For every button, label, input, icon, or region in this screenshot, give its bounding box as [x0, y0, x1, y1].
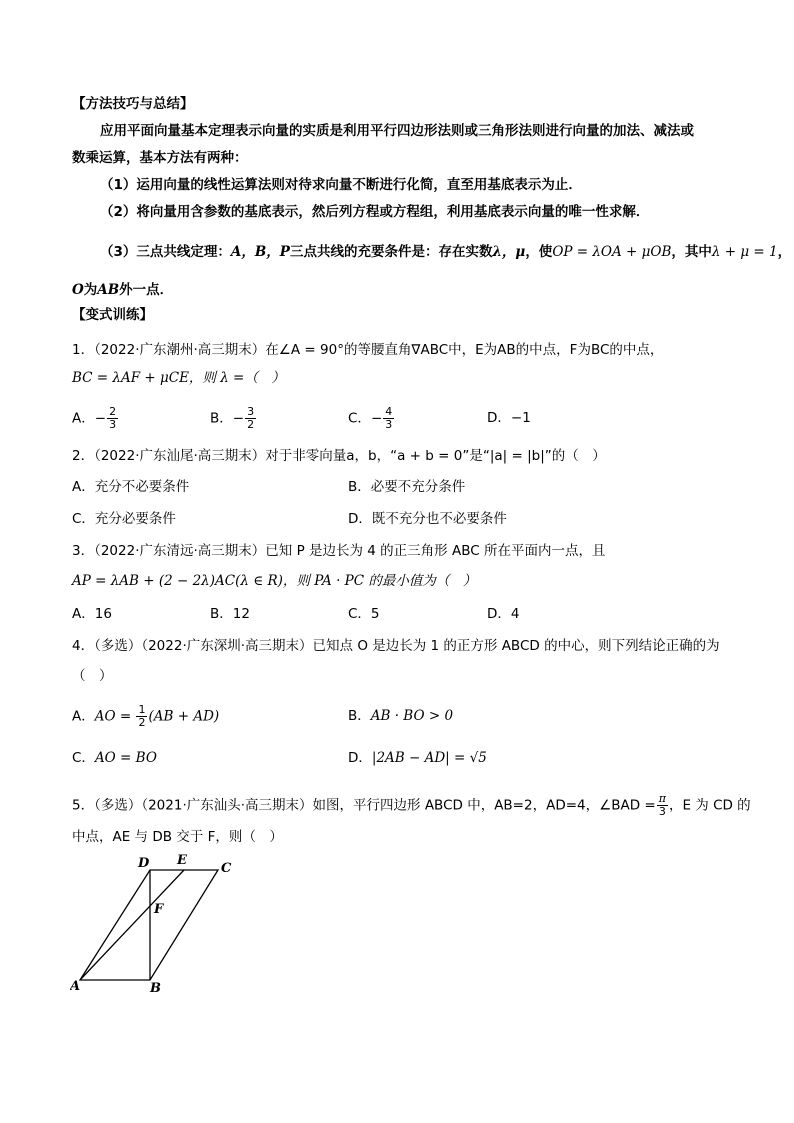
q2-option-b[interactable]: B．必要不充分条件 — [348, 479, 466, 495]
q1-a-num: 2 — [109, 405, 117, 418]
q5-stem-tail: ，E 为 CD 的 — [668, 797, 751, 814]
q4-stem: 4．（多选）（2022·广东深圳·高三期末）已知点 O 是边长为 1 的正方形 ABCD 的中心，则下列结论正确的为 — [72, 638, 720, 654]
q4-a-label: A． — [72, 708, 95, 725]
q4-a-eq: = — [115, 708, 136, 725]
outside-point: 外一点． — [119, 282, 174, 298]
q1-stem: 1．（2022·广东潮州·高三期末）在∠A = 90°的等腰直角∇ABC中，E为AB的中点，F为BC的中点， — [72, 342, 664, 358]
method-item-2: （2）将向量用含参数的基底表示，然后列方程或方程组，利用基底表示向量的唯一性求解． — [100, 204, 650, 220]
label-a: A — [70, 979, 81, 994]
q4-option-a[interactable] — [72, 704, 219, 729]
q1-b-label: B． — [210, 410, 233, 427]
method-item-3-line2 — [72, 280, 173, 300]
segment-ae — [80, 870, 184, 980]
q4-d-label: D． — [348, 750, 372, 766]
item3-prefix: （3）三点共线定理： — [100, 244, 231, 260]
label-e: E — [177, 853, 187, 868]
segment-ab: AB — [97, 282, 120, 298]
q4-c-expr: AO = BO — [94, 750, 157, 766]
q1-a-fraction — [107, 406, 118, 431]
q4-a-lhs: AO — [94, 708, 116, 725]
item3-use: ，使 — [525, 244, 553, 260]
q4-option-c[interactable] — [72, 748, 157, 768]
q5-stem2: 中点，AE 与 DB 交于 F，则（ ） — [72, 829, 283, 845]
q1-c-sign: − — [370, 410, 383, 427]
q1-b-sign: − — [232, 410, 245, 427]
q4-a-fraction — [136, 704, 147, 729]
q1-c-fraction — [383, 406, 394, 431]
method-intro-line2: 数乘运算，基本方法有两种： — [72, 150, 248, 166]
q2-option-c[interactable]: C．充分必要条件 — [72, 511, 176, 527]
q3-option-a[interactable]: A．16 — [72, 606, 112, 622]
label-d: D — [138, 856, 150, 871]
method-heading: 【方法技巧与总结】 — [72, 96, 194, 112]
item3-points: A，B，P — [230, 244, 290, 260]
q3-stem: 3．（2022·广东清远·高三期末）已知 P 是边长为 4 的正三角形 ABC 所在平面内一点，且 — [72, 543, 606, 559]
label-b: B — [150, 981, 161, 995]
item3-condition: λ + μ = 1 — [711, 244, 778, 260]
q1-stem2: BC = λAF + μCE，则 λ =（ ） — [72, 370, 285, 386]
q4-b-expr: AB · BO > 0 — [370, 708, 454, 724]
q5-stem — [72, 793, 751, 818]
q1-b-den: 2 — [247, 418, 255, 431]
q1-c-den: 3 — [385, 418, 393, 431]
q1-a-den: 3 — [109, 418, 117, 431]
q5-angle-den: 3 — [658, 805, 666, 818]
parallelogram-abcd — [80, 870, 218, 980]
q4-option-b[interactable] — [348, 706, 453, 726]
q3-stem2: AP = λAB + (2 − 2λ)AC(λ ∈ R)，则 PA · PC 的最小值为（ ） — [72, 573, 477, 589]
label-f: F — [154, 902, 164, 917]
item3-mid: 三点共线的充要条件是：存在实数 — [289, 244, 493, 260]
q4-a-rhs: (AB + AD) — [148, 708, 220, 725]
method-intro-line1: 应用平面向量基本定理表示向量的实质是利用平行四边形法则或三角形法则进行向量的加法、减法或 — [100, 123, 694, 139]
q5-angle-num: π — [658, 792, 666, 805]
q4-a-den: 2 — [138, 716, 146, 729]
method-item-3 — [100, 242, 791, 262]
q1-a-label: A． — [72, 410, 95, 427]
q1-option-b[interactable] — [210, 406, 257, 431]
q1-option-a[interactable] — [72, 406, 119, 431]
practice-heading: 【变式训练】 — [72, 307, 153, 323]
q2-stem: 2．（2022·广东汕尾·高三期末）对于非零向量a，b，“a + b = 0”是“|a| = |b|”的（ ） — [72, 448, 606, 464]
label-c: C — [221, 861, 232, 876]
parallelogram-figure — [70, 850, 240, 995]
q3-option-c[interactable]: C．5 — [348, 606, 380, 622]
q5-stem-text: 5．（多选）（2021·广东汕头·高三期末）如图，平行四边形 ABCD 中，AB=2，AD=4，∠BAD = — [72, 797, 656, 814]
q5-angle-fraction — [657, 793, 668, 818]
method-item-1: （1）运用向量的线性运算法则对待求向量不断进行化简，直至用基底表示为止． — [100, 177, 582, 193]
q2-option-d[interactable]: D．既不充分也不必要条件 — [348, 511, 507, 527]
q4-option-d[interactable] — [348, 748, 487, 768]
q1-option-d[interactable]: D．−1 — [487, 410, 531, 426]
q1-c-num: 4 — [385, 405, 393, 418]
q3-option-d[interactable]: D．4 — [487, 606, 520, 622]
q4-d-expr: |2AB − AD| = √5 — [371, 750, 487, 766]
word-wei: 为 — [83, 282, 98, 298]
q4-stem2: （ ） — [72, 668, 113, 684]
q1-b-fraction — [245, 406, 256, 431]
q4-a-num: 1 — [138, 703, 146, 716]
q1-a-sign: − — [94, 410, 107, 427]
item3-where: ，其中 — [671, 244, 712, 260]
item3-end: ， — [777, 244, 792, 260]
q2-option-a[interactable]: A．充分不必要条件 — [72, 479, 190, 495]
q4-c-label: C． — [72, 750, 95, 766]
q1-b-num: 3 — [247, 405, 255, 418]
item3-equation: OP = λOA + μOB — [552, 244, 672, 260]
q4-b-label: B． — [348, 708, 371, 724]
item3-params: λ，μ — [492, 244, 526, 260]
q1-c-label: C． — [348, 410, 371, 427]
point-o: O — [72, 282, 84, 298]
q1-option-c[interactable] — [348, 406, 395, 431]
q3-option-b[interactable]: B．12 — [210, 606, 250, 622]
